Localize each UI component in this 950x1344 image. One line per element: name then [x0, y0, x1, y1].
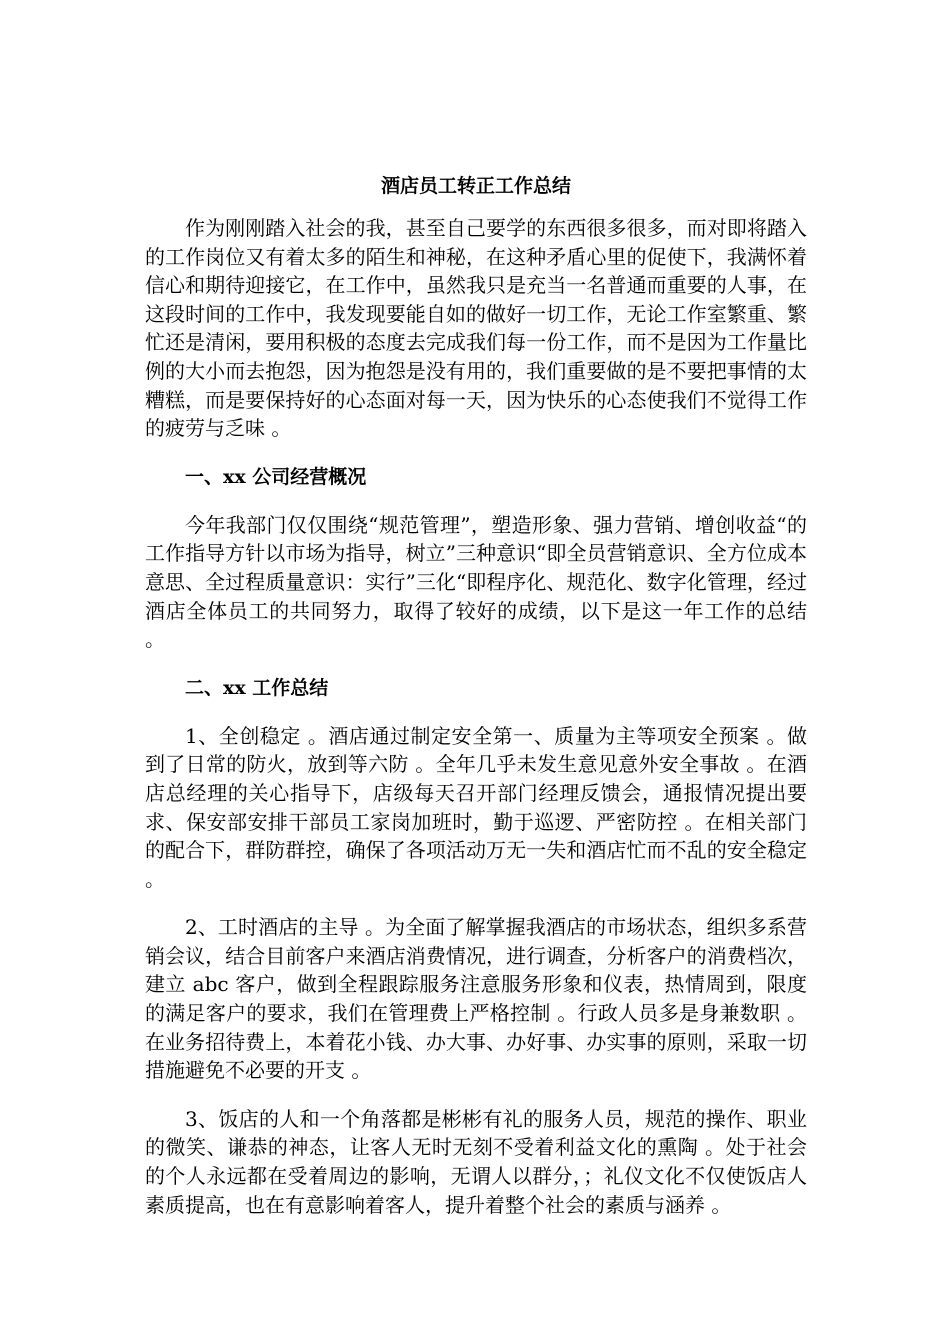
- overview-paragraph: 今年我部门仅仅围绕“规范管理”，塑造形象、强力营销、增创收益“的工作指导方针以市场为指导，树立”三种意识“即全员营销意识、全方位成本意思、全过程质量意识：实行”三化“即程序化、规范化、数字化管理，经过酒店全体员工的共同努力，取得了较好的成绩，以下是这一年工作的总结 。: [145, 512, 807, 652]
- summary-item-safety: 1、全创稳定 。酒店通过制定安全第一、质量为主等项安全预案 。做到了日常的防火，放到等六防 。全年几乎未发生意见意外安全事故 。在酒店总经理的关心指导下，店级每天召开部门经理反馈会，通报情况提出要求、保安部安排干部员工家岗加班时，勤于巡逻、严密防控 。在相关部门的配合下，群防群控，确保了各项活动万无一失和酒店忙而不乱的安全稳定 。: [145, 723, 807, 891]
- summary-item-etiquette: 3、饭店的人和一个角落都是彬彬有礼的服务人员，规范的操作、职业的微笑、谦恭的神态，让客人无时无刻不受着利益文化的熏陶 。处于社会的个人永远都在受着周边的影响，无谓人以群分，；礼仪文化不仅使饭店人素质提高，也在有意影响着客人，提升着整个社会的素质与涵养 。: [145, 1106, 807, 1217]
- document-title: 酒店员工转正工作总结: [380, 175, 571, 197]
- document-body: [145, 172, 807, 1239]
- summary-item-marketing: 2、工时酒店的主导 。为全面了解掌握我酒店的市场状态，组织多系营销会议，结合目前客户来酒店消费情况，进行调查，分析客户的消费档次，建立 abc 客户，做到全程跟踪服务注意服务形象和仪表，热情周到，限度的满足客户的要求，我们在管理费上严格控制 。行政人员多是身兼数职 。在业务招待费上，本着花小钱、办大事、办好事、办实事的原则，采取一切措施避免不必要的开支 。: [145, 915, 807, 1083]
- section-heading-summary: 二、xx 工作总结: [185, 676, 329, 699]
- section-heading-overview: 一、xx 公司经营概况: [185, 465, 367, 488]
- intro-paragraph: 作为刚刚踏入社会的我，甚至自己要学的东西很多很多，而对即将踏入的工作岗位又有着太多的陌生和神秘，在这种矛盾心里的促使下，我满怀着信心和期待迎接它，在工作中，虽然我只是充当一名普通而重要的人事，在这段时间的工作中，我发现要能自如的做好一切工作，无论工作室繁重、繁忙还是清闲，要用积极的态度去完成我们每一份工作，而不是因为工作量比例的大小而去抱怨，因为抱怨是没有用的，我们重要做的是不要把事情的太糟糕，而是要保持好的心态面对每一天，因为快乐的心态使我们不觉得工作的疲劳与乏味 。: [145, 216, 807, 441]
